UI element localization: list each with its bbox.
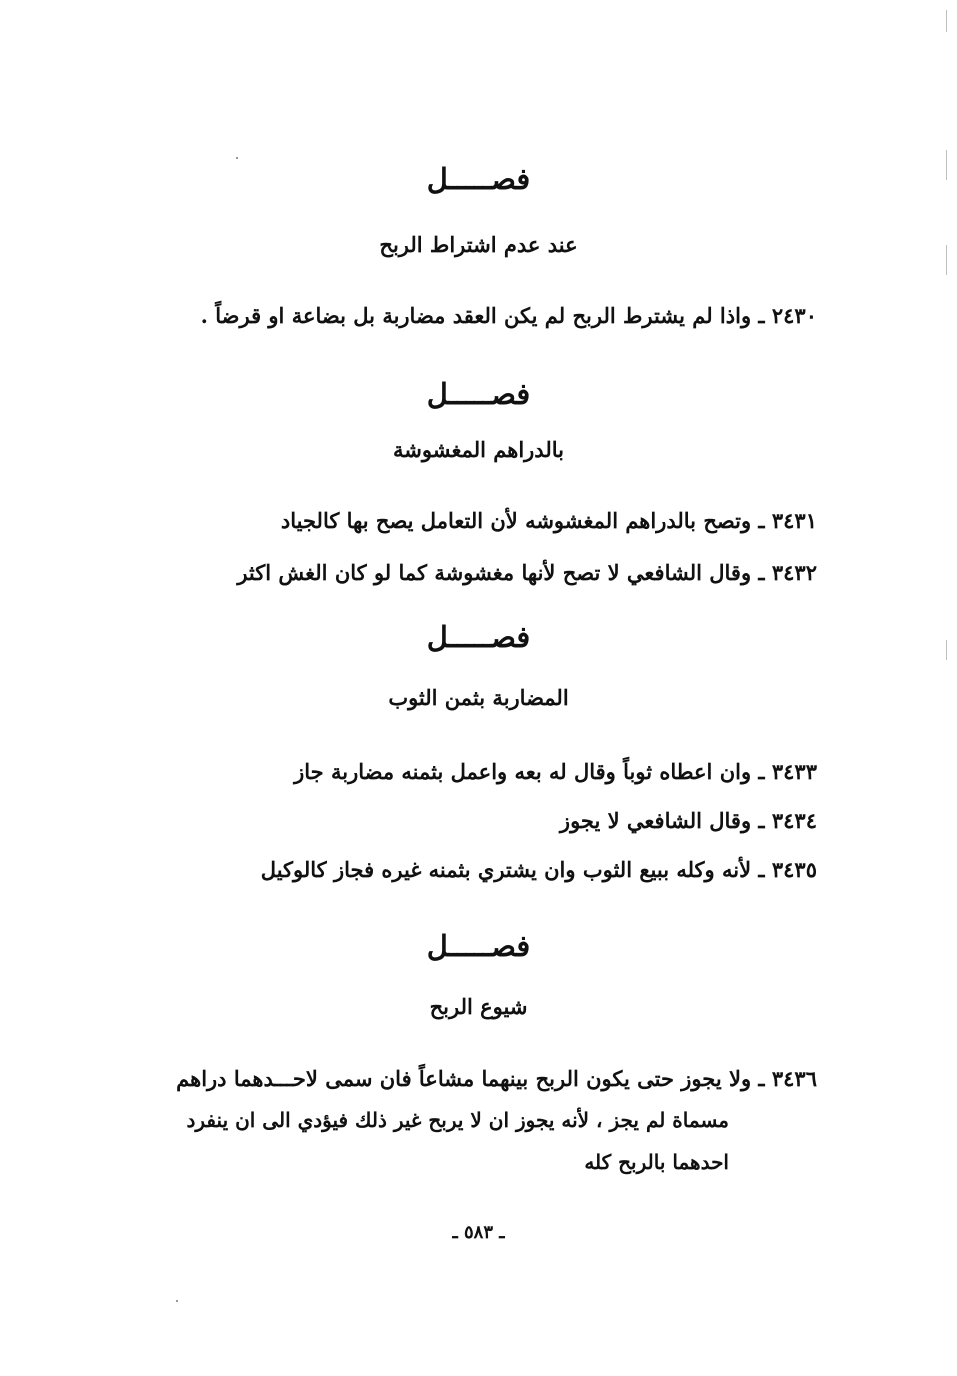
section-heading	[0, 929, 957, 963]
paragraph: ٣٤٣٣ ـ وان اعطاه ثوباً وقال له بعه واعمل بثمنه مضاربة جاز	[294, 759, 817, 784]
section-title: شيوع الربح	[429, 994, 528, 1019]
section-heading	[0, 162, 957, 196]
section-title: المضاربة بثمن الثوب	[388, 685, 569, 710]
scan-edge-mark	[946, 10, 947, 32]
page-number: ـ ٥٨٣ ـ	[452, 1222, 505, 1243]
paragraph: ٣٤٣٦ ـ ولا يجوز حتى يكون الربح بينهما مشاعاً فان سمى لاحـــدهما دراهم	[176, 1066, 817, 1091]
paragraph: ٢٤٣٠ ـ واذا لم يشترط الربح لم يكن العقد مضاربة بل بضاعة او قرضاً .	[200, 303, 817, 328]
section-heading-text: فصـــــل	[426, 620, 531, 654]
scan-speck	[236, 157, 238, 159]
paragraph: ٣٤٣١ ـ وتصح بالدراهم المغشوشه لأن التعامل يصح بها كالجياد	[280, 508, 817, 533]
section-heading	[0, 620, 957, 654]
section-heading-text: فصـــــل	[426, 929, 531, 963]
paragraph: ٣٤٣٥ ـ لأنه وكله ببيع الثوب وان يشتري بثمنه غيره فجاز كالوكيل	[260, 857, 817, 882]
paragraph: ٣٤٣٢ ـ وقال الشافعي لا تصح لأنها مغشوشة كما لو كان الغش اكثر	[237, 560, 817, 585]
paragraph: ٣٤٣٤ ـ وقال الشافعي لا يجوز	[559, 808, 817, 833]
section-heading	[0, 377, 957, 411]
section-heading-text: فصـــــل	[426, 377, 531, 411]
section-title: عند عدم اشتراط الربح	[379, 232, 578, 257]
paragraph-continuation: احدهما بالربح كله	[584, 1150, 729, 1174]
paragraph-continuation: مسماة لم يجز ، لأنه يجوز ان لا يربح غير ذلك فيؤدي الى ان ينفرد	[186, 1108, 729, 1132]
section-title: بالدراهم المغشوشة	[393, 437, 564, 462]
section-heading-text: فصـــــل	[426, 162, 531, 196]
scan-speck	[176, 1300, 178, 1302]
